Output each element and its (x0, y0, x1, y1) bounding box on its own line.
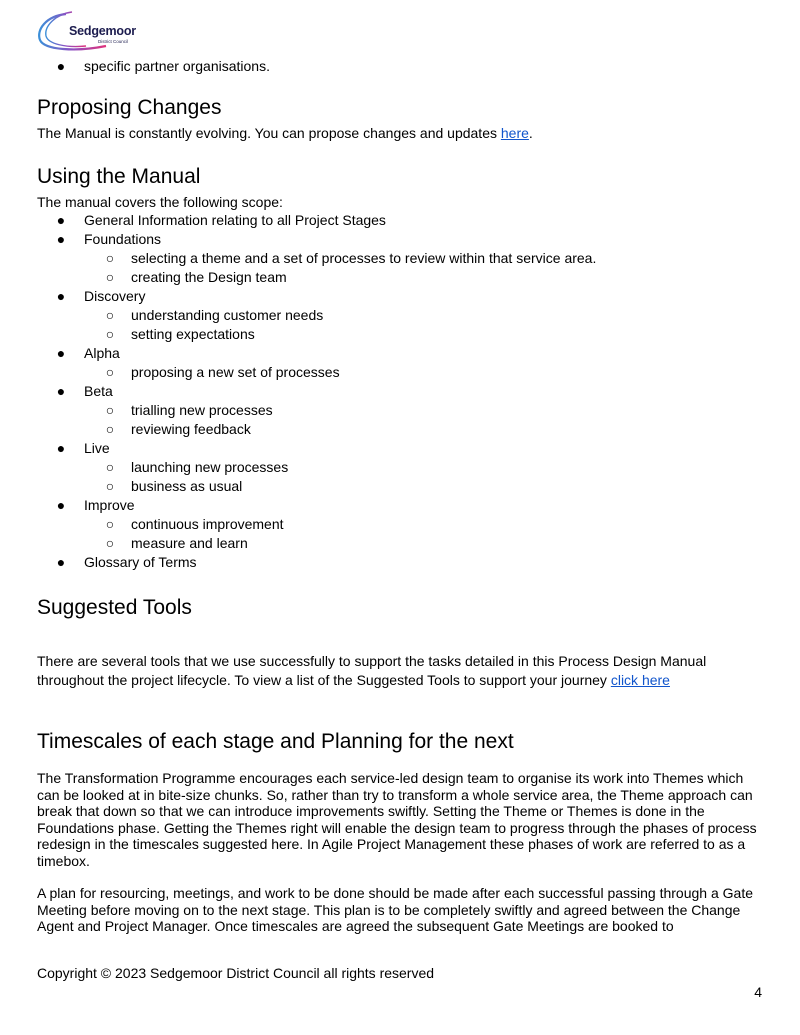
suggested-tools-link[interactable]: click here (610, 672, 670, 688)
council-logo (36, 10, 136, 54)
using-intro: The manual covers the following scope: (37, 194, 283, 210)
tools-text: There are several tools that we use successfully to support the tasks detailed in this Process Design Manual throughout the project lifecycle. To view a list of the Suggested Tools to support your journey click here (37, 653, 707, 688)
timescales-paragraph-2: A plan for resourcing, meetings, and work to be done should be made after each successful passing through a Gate Meeting before moving on to the next stage. This plan is to be completely swiftly and agreed between the Change Agent and Project Manager. Once timescales are agreed the subsequent Gate Meetings are booked to (37, 885, 753, 935)
logo-subtitle: District Council (98, 39, 129, 44)
circle-bullet-icon: ○ (105, 326, 115, 342)
proposing-text: The Manual is constantly evolving. You can propose changes and updates here. (37, 125, 533, 141)
bullet-icon: ● (56, 212, 66, 228)
section-heading-proposing: Proposing Changes (37, 96, 222, 119)
propose-changes-link[interactable]: here (500, 125, 529, 141)
bullet-icon: ● (56, 554, 66, 570)
circle-bullet-icon: ○ (105, 307, 115, 323)
bullet-icon: ● (56, 497, 66, 513)
bullet-icon: ● (56, 345, 66, 361)
circle-bullet-icon: ○ (105, 402, 115, 418)
copyright-footer: Copyright © 2023 Sedgemoor District Council all rights reserved (37, 965, 435, 981)
circle-bullet-icon: ○ (105, 421, 115, 437)
bullet-icon: ● (56, 288, 66, 304)
page-number: 4 (754, 984, 762, 1000)
bullet-icon: ● (56, 231, 66, 247)
circle-bullet-icon: ○ (105, 364, 115, 380)
logo-name: Sedgemoor (69, 24, 136, 38)
section-heading-using: Using the Manual (37, 165, 201, 188)
bullet-icon: ● (56, 440, 66, 456)
circle-bullet-icon: ○ (105, 535, 115, 551)
circle-bullet-icon: ○ (105, 250, 115, 266)
section-heading-timescales: Timescales of each stage and Planning for the next (37, 730, 514, 753)
timescales-paragraph-1: The Transformation Programme encourages each service-led design team to organise its work into Themes which can be looked at in bite-size chunks. So, rather than try to transform a whole service area, the Theme approach can break that down so that we can introduce improvements swiftly. Setting the Theme or Themes is done in the Foundations phase. Getting the Themes right will enable the design team to progress through the phases of process redesign in the timescales suggested here. In Agile Project Management these phases of work are referred to as a timebox. (37, 770, 757, 869)
circle-bullet-icon: ○ (105, 269, 115, 285)
circle-bullet-icon: ○ (105, 478, 115, 494)
section-heading-tools: Suggested Tools (37, 596, 192, 619)
circle-bullet-icon: ○ (105, 516, 115, 532)
bullet-icon: ● (56, 58, 66, 74)
bullet-icon: ● (56, 383, 66, 399)
circle-bullet-icon: ○ (105, 459, 115, 475)
